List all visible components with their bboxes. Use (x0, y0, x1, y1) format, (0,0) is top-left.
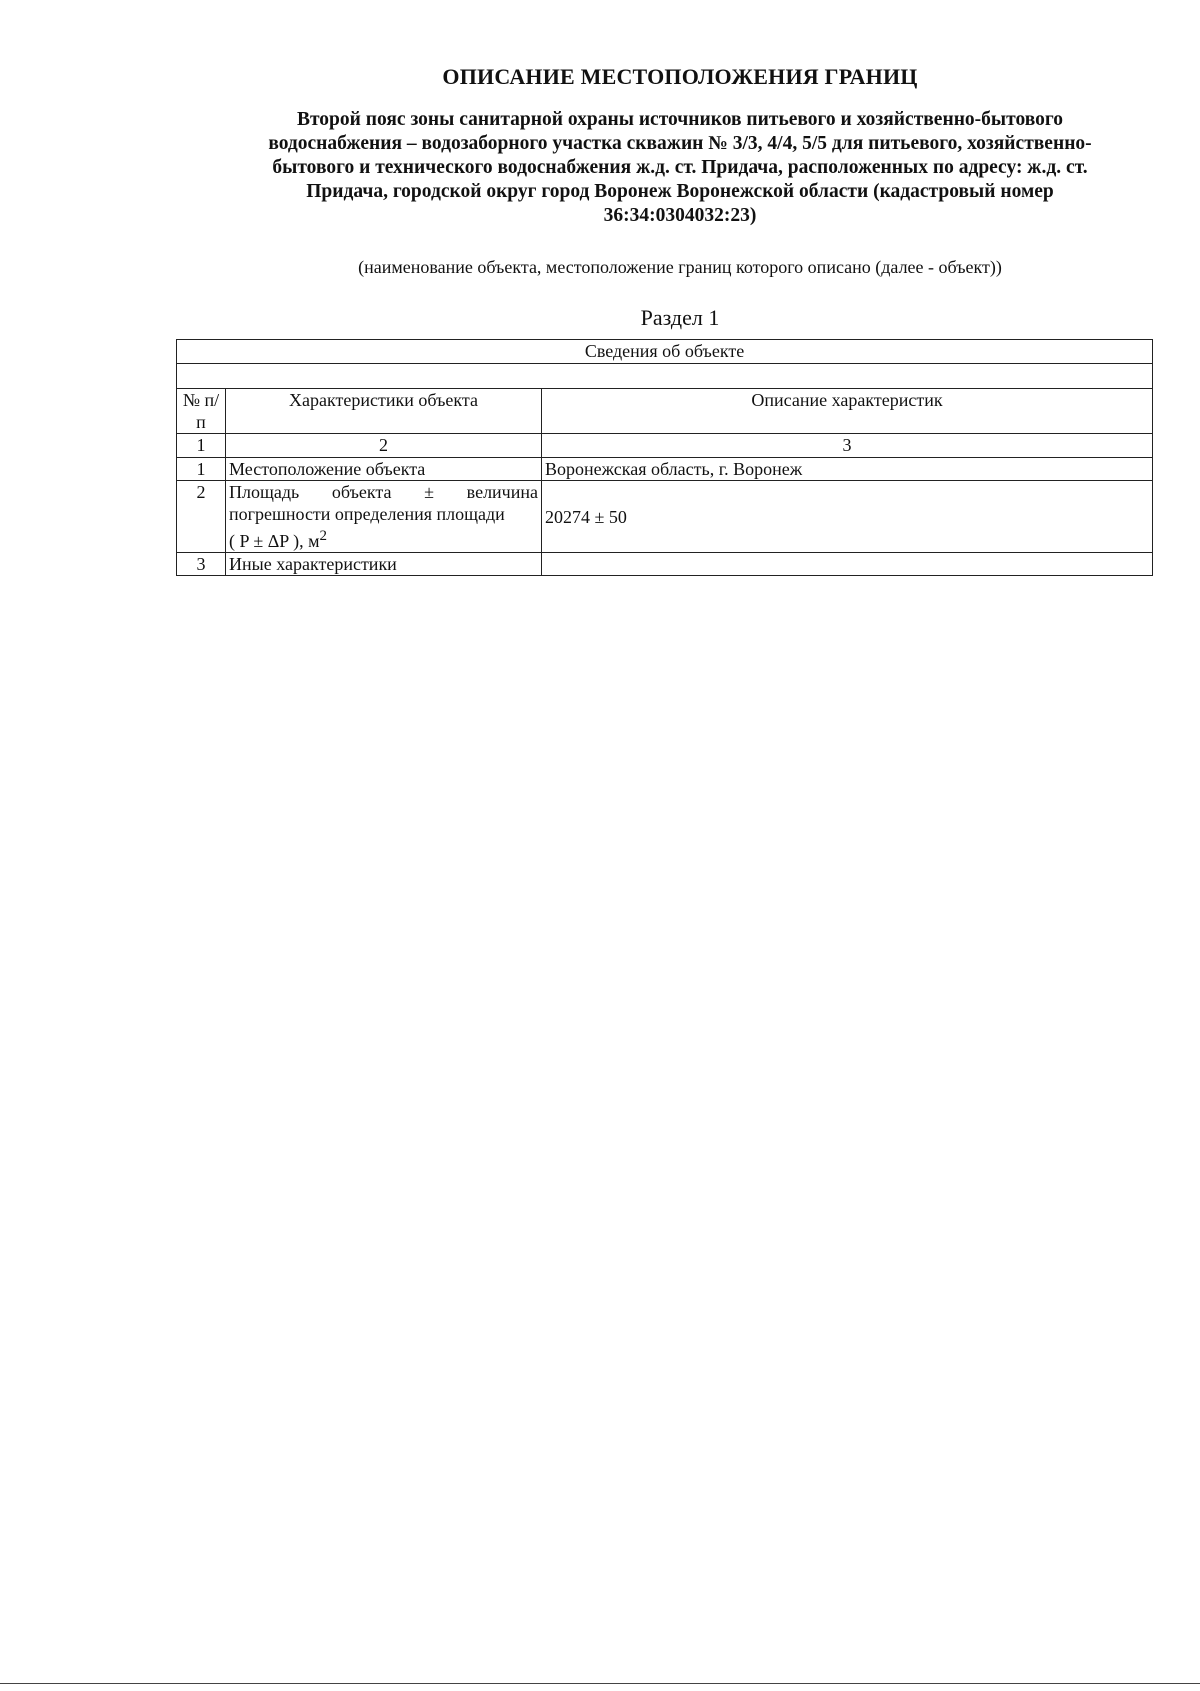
object-name-line: 36:34:0304032:23) (603, 205, 757, 226)
row-num: 3 (177, 553, 226, 576)
document-title: ОПИСАНИЕ МЕСТОПОЛОЖЕНИЯ ГРАНИЦ (442, 64, 918, 89)
column-number: 1 (177, 434, 226, 458)
row-characteristic (226, 481, 542, 553)
table-title-row (177, 340, 1153, 364)
header-description: Описание характеристик (542, 389, 1153, 434)
object-name (180, 108, 1180, 228)
page-bottom-rule (0, 1683, 1200, 1684)
table-row (177, 481, 1153, 553)
section-heading: Раздел 1 (640, 305, 720, 330)
table-blank-row (177, 364, 1153, 389)
row-characteristic-line: погрешности определения площади (229, 504, 505, 524)
row-characteristic-unit: ( P ± ΔP ), м (229, 531, 320, 551)
row-characteristic: Местоположение объекта (226, 458, 542, 481)
table-title: Сведения об объекте (177, 340, 1153, 364)
row-characteristic-line: Площадь объекта ± величина (229, 482, 538, 502)
table-row (177, 553, 1153, 576)
object-name-caption: (наименование объекта, местоположение границ которого описано (далее - объект)) (358, 257, 1002, 277)
header-num: № п/п (177, 389, 226, 434)
row-num: 2 (177, 481, 226, 553)
column-number-row (177, 434, 1153, 458)
object-name-line: бытового и технического водоснабжения ж.д. ст. Придача, расположенных по адресу: ж.д. ст. (272, 157, 1088, 178)
row-description: Воронежская область, г. Воронеж (542, 458, 1153, 481)
column-number: 3 (542, 434, 1153, 458)
row-description: 20274 ± 50 (542, 481, 1153, 553)
row-characteristic-unit-exponent: 2 (319, 528, 328, 544)
row-num: 1 (177, 458, 226, 481)
table-header-row (177, 389, 1153, 434)
table-blank-cell (177, 364, 1153, 389)
object-info-table-container (176, 339, 1152, 576)
column-number: 2 (226, 434, 542, 458)
object-name-line: водоснабжения – водозаборного участка скважин № 3/3, 4/4, 5/5 для питьевого, хозяйственно- (268, 133, 1092, 154)
header-characteristic: Характеристики объекта (226, 389, 542, 434)
object-name-line: Придача, городской округ город Воронеж Воронежской области (кадастровый номер (306, 181, 1054, 202)
table-row (177, 458, 1153, 481)
row-characteristic-line (229, 525, 538, 552)
row-characteristic: Иные характеристики (226, 553, 542, 576)
row-description (542, 553, 1153, 576)
object-info-table (176, 339, 1153, 576)
object-name-line: Второй пояс зоны санитарной охраны источников питьевого и хозяйственно-бытового (296, 109, 1064, 130)
